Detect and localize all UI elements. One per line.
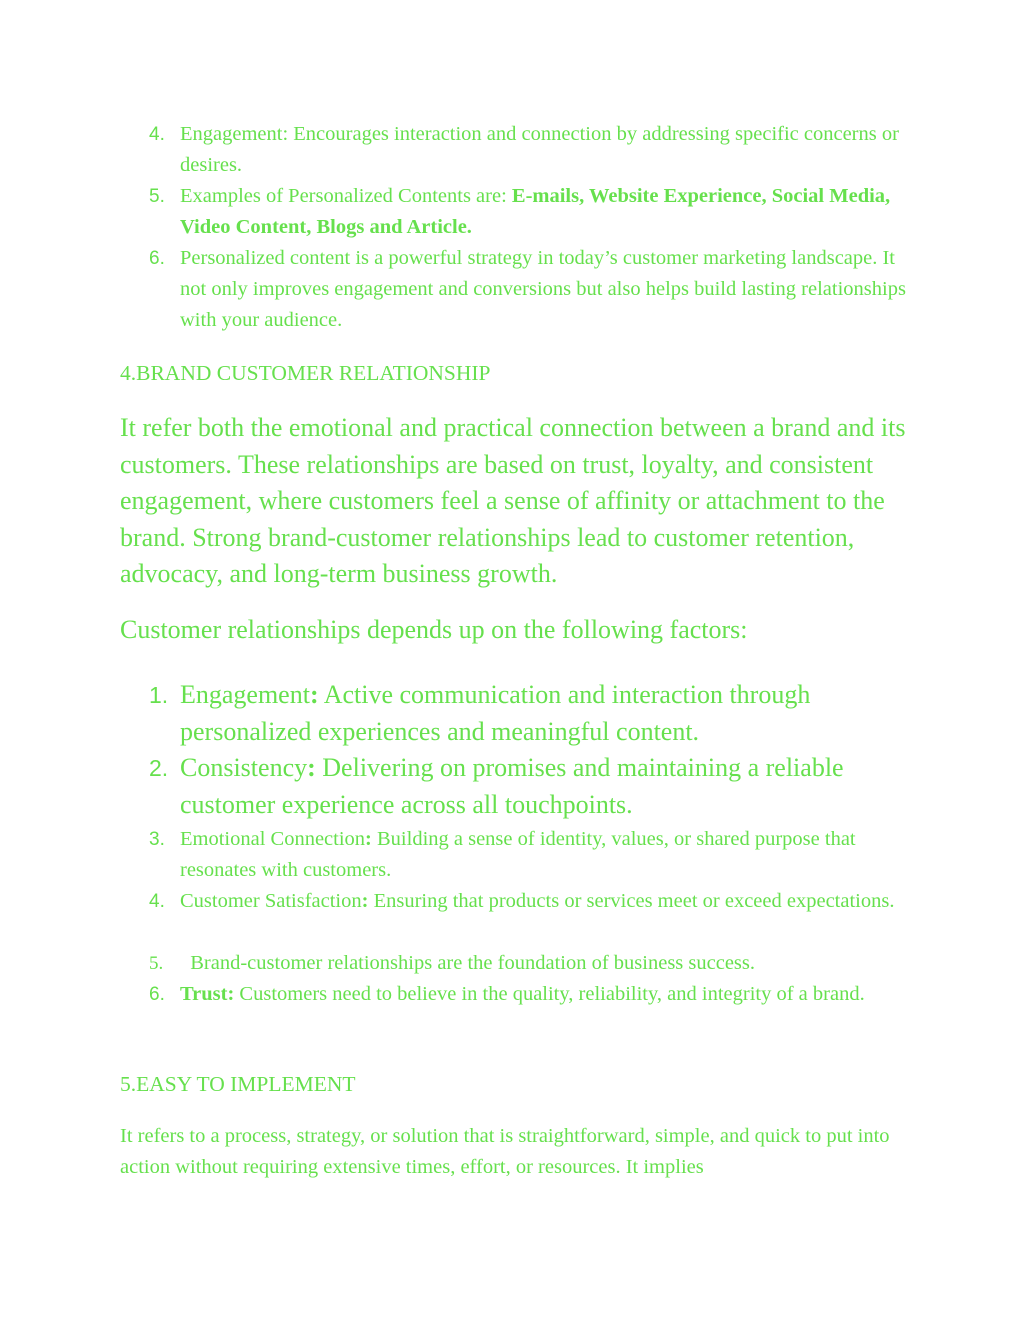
factor-text: Delivering on promises and maintaining a reliable customer experience across all touchpoints. xyxy=(180,753,844,819)
list-text-wrap xyxy=(180,824,910,886)
factor-label: Emotional Connection xyxy=(180,828,366,850)
factor-sep: : xyxy=(365,828,372,850)
factor-sep: : xyxy=(307,753,316,782)
section-heading: 5.EASY TO IMPLEMENT xyxy=(120,1072,356,1096)
section-heading: 4.BRAND CUSTOMER RELATIONSHIP xyxy=(120,361,491,385)
factor-sep: : xyxy=(309,680,319,709)
list-text: Personalized content is a powerful strategy in today’s customer marketing landscape. It not only improves engagement and conversions but also helps build lasting relationships with your audience. xyxy=(180,247,906,331)
factor-text: Active communication and interaction through personalized experiences and meaningful content. xyxy=(180,680,811,746)
list-number: 4. xyxy=(149,124,165,145)
factor-label: Consistency xyxy=(180,753,308,782)
list-number: 3. xyxy=(149,829,165,850)
factor-text: Ensuring that products or services meet or exceed expectations. xyxy=(368,890,895,912)
factor-sep: : xyxy=(361,890,369,912)
list-text-wrap xyxy=(180,750,910,823)
list-text: Examples of Personalized Contents are: xyxy=(180,185,512,207)
factor-text: Customers need to believe in the quality, reliability, and integrity of a brand. xyxy=(234,983,865,1005)
list-number: 6. xyxy=(149,984,165,1005)
section-paragraph: It refers to a process, strategy, or solution that is straightforward, simple, and quick to put into action without requiring extensive times, effort, or resources. It implies xyxy=(120,1125,890,1178)
list-text-wrap xyxy=(180,948,910,979)
list-number: 6. xyxy=(149,248,165,269)
factor-label: Engagement xyxy=(180,680,310,709)
list-text: Engagement: Encourages interaction and connection by addressing specific concerns or desires. xyxy=(180,123,899,176)
list-number: 5. xyxy=(149,953,164,974)
factor-text: Brand-customer relationships are the foundation of business success. xyxy=(180,952,756,974)
list-text-wrap xyxy=(180,886,910,917)
list-number: 5. xyxy=(149,186,165,207)
factors-intro: Customer relationships depends up on the following factors: xyxy=(120,615,748,644)
factor-label: Customer Satisfaction xyxy=(180,890,362,912)
list-text-bold: E-mails, Website Experience, Social Media, Video Content, Blogs and Article. xyxy=(180,185,891,238)
section-paragraph: It refer both the emotional and practical connection between a brand and its customers. These relationships are based on trust, loyalty, and consistent engagement, where customers feel a sense of affinity or attachment to the brand. Strong brand-customer relationships lead to customer retention, advocacy, and long-term business growth. xyxy=(120,413,906,589)
list-number: 2. xyxy=(149,755,169,781)
list-number: 4. xyxy=(149,891,165,912)
list-number: 1. xyxy=(149,682,169,708)
list-text-wrap xyxy=(180,979,910,1010)
factor-label: Trust: xyxy=(180,983,235,1005)
factor-text: Building a sense of identity, values, or shared purpose that resonates with customers. xyxy=(180,828,856,881)
list-text-wrap xyxy=(180,181,910,243)
list-text-wrap xyxy=(180,677,910,750)
